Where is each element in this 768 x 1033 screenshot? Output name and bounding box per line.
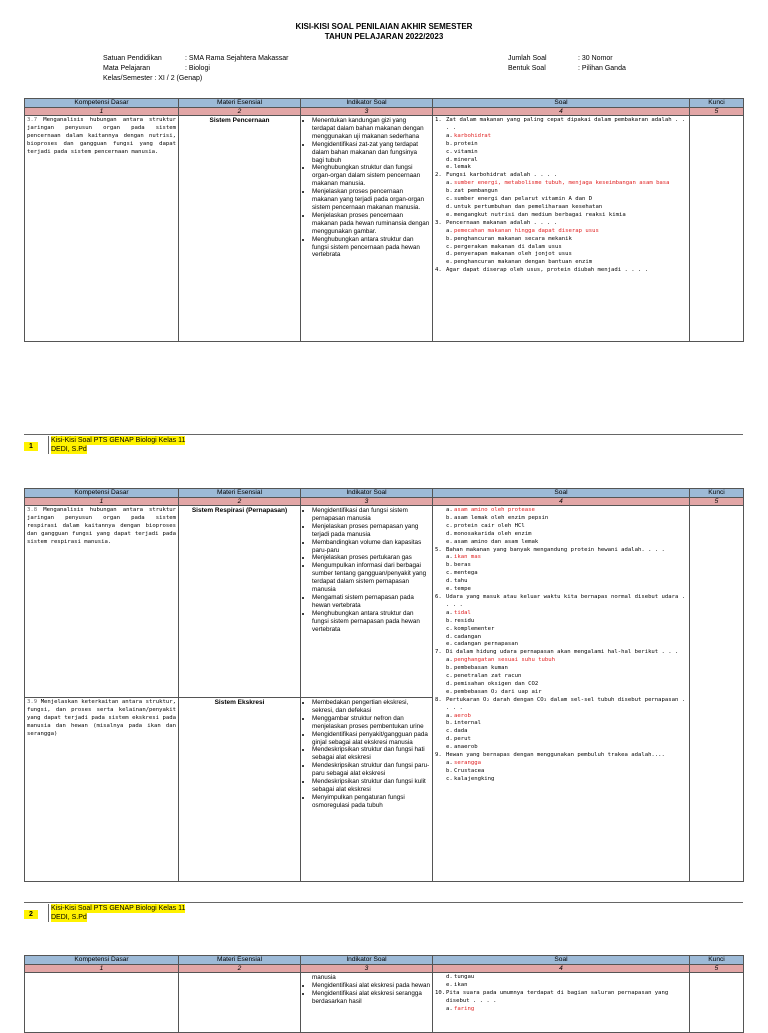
indikator-item: • Menjelaskan proses pencernaan makanan yang terjadi pada organ-organ sistem pencernaan makanan manusia. [312,188,430,212]
kd-cell [25,506,179,698]
correct-answer: faring [454,1005,475,1012]
question [435,649,687,657]
answer-option [435,228,687,236]
header-row [25,489,744,498]
option-letter: a. [446,554,453,561]
col-number: 4 [433,965,690,973]
answer-option [435,982,687,990]
option-letter: e. [446,981,453,988]
indikator-item: • Mengidentifikasi dan fungsi sistem pernapasan manusia [312,507,430,523]
option-text: mengangkut nutrisi dan medium berbagai reaksi kimia [454,211,626,218]
indikator-item: • Menjelaskan proses pencernaan makanan pada hewan ruminansia dengan menggunakan gambar. [312,212,430,236]
option-text: beras [454,562,471,569]
option-letter: c. [446,522,453,529]
indikator-cell [301,506,433,698]
correct-answer: pemecahan makanan hingga dapat diserap usus [454,227,599,234]
option-letter: e. [446,744,453,751]
option-text: penghancuran makanan secara mekanik [454,235,572,242]
question-text: Hewan yang bernapas dengan menggunakan pembuluh trakea adalah.... [446,752,665,759]
correct-answer: ikan mas [454,554,481,561]
answer-option [435,236,687,244]
answer-option [435,164,687,172]
meta-row-type: Bentuk Soal : Pilihan Ganda [508,65,626,72]
option-text: asam amino dan asam lemak [454,538,539,545]
option-text: penetralan zat racun [454,673,522,680]
question-number: 8. [435,696,442,703]
option-letter: e. [446,641,453,648]
materi-cell: Sistem Pencernaan [179,116,301,342]
option-letter: c. [446,673,453,680]
indikator-item: • Mendeskripsikan struktur dan fungsi paru-paru sebagai alat ekskresi [312,762,430,778]
option-letter: d. [446,156,453,163]
header-row [25,99,744,108]
page-footer-1 [24,436,185,454]
question-text: Zat dalam makanan yang paling cepat dipakai dalam pembakaran adalah . . . . [446,117,686,131]
meta-left [103,54,289,84]
option-text: ikan [454,981,468,988]
indikator-item: • Mengidentifikasi alat ekskresi pada hewan [312,982,430,990]
question-number: 4. [435,267,442,274]
option-letter: a. [446,227,453,234]
col-header: Soal [433,489,690,498]
option-text: protein [454,140,478,147]
indikator-item: • Mengidentifikasi zat-zat yang terdapat dalam bahan makanan dan fungsinya bagi tubuh [312,141,430,165]
question-number: 2. [435,172,442,179]
document-subtitle: TAHUN PELAJARAN 2022/2023 [324,32,444,41]
question [435,117,687,133]
indikator-item: • Menghubungkan antara struktur dan fungsi sistem pernapasan pada hewan vertebrata [312,610,430,634]
answer-option [435,259,687,267]
indikator-item: • Menentukan kandungan gizi yang terdapat dalam bahan makanan dengan menggunakan uji makanan sederhana [312,117,430,141]
question [435,267,687,275]
indikator-item: • Menjelaskan proses pernapasan yang terjadi pada manusia [312,523,430,539]
col-header: Kunci [690,489,744,498]
col-number: 2 [179,965,301,973]
answer-option [435,974,687,982]
question [435,990,687,1006]
answer-option [435,641,687,649]
correct-answer: asam amino oleh protease [454,507,535,513]
indikator-item: • Mengidentifikasi alat ekskresi serangga berdasarkan hasil [312,990,430,1006]
option-text: pembebasan O₂ dari uap air [454,688,542,695]
option-letter: b. [446,665,453,672]
kd-cell [25,116,179,342]
answer-option [435,196,687,204]
option-text: asam lemak oleh enzim pepsin [454,514,549,521]
question [435,594,687,610]
option-text: tempe [454,586,471,593]
col-header: Materi Esensial [179,956,301,965]
meta-row-count: Jumlah Soal : 30 Nomor [508,55,613,62]
materi-cell: Sistem Ekskresi [179,698,301,882]
answer-option [435,720,687,728]
option-letter: c. [446,570,453,577]
option-letter: e. [446,538,453,545]
answer-option [435,728,687,736]
option-text: pergerakan makanan di dalam usus [454,243,562,250]
col-header: Kunci [690,956,744,965]
indikator-item: • Mendeskripsikan struktur dan fungsi hati sebagai alat ekskresi [312,746,430,762]
answer-option [435,157,687,165]
col-number: 5 [690,108,744,116]
option-letter: e. [446,259,453,266]
col-number: 3 [301,498,433,506]
option-text: residu [454,617,475,624]
question [435,220,687,228]
question-text: Pencernaan makanan adalah . . . . [446,219,558,226]
question-number: 1. [435,117,442,123]
soal-cell [433,116,690,342]
question-text: Pita suara pada umumnya terdapat di bagian saluran pernapasan yang disebut . . . . [446,989,669,1004]
option-text: monosakarida oleh enzim [454,530,532,537]
option-letter: d. [446,736,453,743]
question-number: 9. [435,752,442,759]
col-number: 5 [690,965,744,973]
option-text: vitamin [454,148,478,155]
footer-doc-title: Kisi-Kisi Soal PTS GENAP Biologi Kelas 11 [51,437,186,444]
correct-answer: serangga [454,760,481,766]
question-text: Pertukaran O₂ darah dengan CO₂ dalam sel-sel tubuh disebut pernapasan . . . . [446,696,686,711]
meta-row-school: Satuan Pendidikan : SMA Rama Sejahtera Makassar [103,55,289,62]
option-letter: b. [446,235,453,242]
col-number: 5 [690,498,744,506]
option-text: internal [454,720,481,727]
answer-option [435,244,687,252]
option-letter: e. [446,688,453,695]
option-text: penyerapan makanan oleh jonjot usus [454,251,572,258]
indikator-item: • Mengidentifikasi penyakit/gangguan pada ginjal sebagai alat ekskresi manusia [312,731,430,747]
answer-option [435,562,687,570]
soal-cell [433,506,690,882]
footer-text [48,436,185,454]
indikator-item: • Menghubungkan antara struktur dan fungsi sistem pencernaan pada hewan vertebrata [312,236,430,260]
col-header: Indikator Soal [301,956,433,965]
correct-answer: sumber energi, metabolisme tubuh, menjaga keseimbangan asam basa [454,180,670,187]
option-letter: d. [446,530,453,537]
meta-row-subject: Mata Pelajaran : Biologi [103,65,210,72]
grid-table-page-2 [24,488,744,882]
option-letter: a. [446,609,453,616]
indikator-item: • Menghubungkan struktur dan fungsi organ-organ dalam sistem pencernaan makanan manusia. [312,164,430,188]
correct-answer: penghangatan sesuai suhu tubuh [454,657,556,664]
indikator-item: • Membedakan pengertian ekskresi, sekresi, dan defekasi [312,699,430,715]
option-text: dada [454,728,468,735]
header-row [25,956,744,965]
option-letter: c. [446,625,453,632]
option-text: komplementer [454,625,495,632]
col-header: Kunci [690,99,744,108]
option-letter: b. [446,767,453,774]
indikator-item: • Mendeskripsikan struktur dan fungsi kulit sebagai alat ekskresi [312,778,430,794]
grid-table-page-1 [24,98,744,342]
answer-option [435,768,687,776]
question [435,547,687,555]
col-header: Kompetensi Dasar [25,489,179,498]
indikator-item: • Menjelaskan proses pertukaran gas [312,554,430,562]
option-text: untuk pertumbuhan dan pemeliharaan kesehatan [454,203,603,210]
answer-option [435,133,687,141]
option-text: protein cair oleh HCl [454,522,525,529]
option-letter: e. [446,586,453,593]
answer-option [435,586,687,594]
option-text: tungau [454,974,475,980]
col-number: 2 [179,108,301,116]
answer-option [435,149,687,157]
option-text: Crustacea [454,767,485,774]
answer-option [435,531,687,539]
col-header: Materi Esensial [179,99,301,108]
question-number: 10. [435,989,446,996]
answer-option [435,665,687,673]
table-row [25,506,744,698]
option-letter: d. [446,203,453,210]
question [435,697,687,713]
answer-option [435,610,687,618]
option-letter: c. [446,728,453,735]
option-letter: d. [446,578,453,585]
footer-author: DEDI, S.Pd [51,914,87,921]
option-letter: a. [446,760,453,766]
option-letter: c. [446,243,453,250]
option-text: mineral [454,156,478,163]
answer-option [435,515,687,523]
option-letter: a. [446,180,453,187]
kd-text: Menganalisis hubungan antara struktur jaringan penyusun organ pada sistem pencernaan dalam kaitannya dengan nutrisi, bioproses dan gangguan fungsi yang dapat terjadi pada sistem pencernaan manusia. [27,117,177,155]
question [435,172,687,180]
col-number: 3 [301,108,433,116]
col-header: Soal [433,956,690,965]
footer-doc-title: Kisi-Kisi Soal PTS GENAP Biologi Kelas 11 [51,905,186,912]
answer-option [435,523,687,531]
option-letter: e. [446,211,453,218]
answer-option [435,141,687,149]
option-letter: d. [446,633,453,640]
answer-option [435,634,687,642]
correct-answer: tidal [454,609,471,616]
option-letter: b. [446,140,453,147]
grid-table-page-3 [24,955,744,1033]
question-text: Bahan makanan yang banyak mengandung protein hewani adalah. . . . [446,546,665,553]
col-number: 1 [25,108,179,116]
col-header: Indikator Soal [301,489,433,498]
indikator-cell [301,698,433,882]
option-letter: c. [446,775,453,782]
option-letter: a. [446,1005,453,1012]
kunci-cell [690,506,744,882]
option-letter: d. [446,974,453,980]
option-letter: b. [446,562,453,569]
option-letter: b. [446,514,453,521]
option-letter: b. [446,617,453,624]
question-text: Di dalam hidung udara pernapasan akan mengalami hal-hal berikut . . . [446,649,679,656]
page-number: 1 [24,442,38,451]
answer-option [435,507,687,515]
correct-answer: karbohidrat [454,132,492,139]
page-footer-2 [24,904,185,922]
answer-option [435,713,687,721]
col-header: Kompetensi Dasar [25,956,179,965]
materi-cell: Sistem Respirasi (Pernapasan) [179,506,301,698]
option-text: tahu [454,578,468,585]
option-letter: a. [446,132,453,139]
number-row [25,965,744,973]
page-number: 2 [24,910,38,919]
option-text: cadangan [454,633,481,640]
answer-option [435,657,687,665]
option-letter: b. [446,720,453,727]
meta-row-class: Kelas/Semester : XI / 2 (Genap) [103,75,203,82]
option-letter: b. [446,188,453,195]
document-title: KISI-KISI SOAL PENILAIAN AKHIR SEMESTER [295,22,473,31]
option-letter: d. [446,680,453,687]
col-number: 2 [179,498,301,506]
indikator-item: • Membandingkan volume dan kapasitas paru-paru [312,539,430,555]
option-letter: d. [446,251,453,258]
col-number: 3 [301,965,433,973]
question-number: 3. [435,219,442,226]
kd-number: 3.7 [27,117,38,123]
table-row [25,116,744,342]
answer-option [435,212,687,220]
answer-option [435,180,687,188]
answer-option [435,776,687,784]
question-number: 6. [435,593,442,600]
indikator-item: • Menyimpulkan pengaturan fungsi osmoregulasi pada tubuh [312,794,430,810]
option-text: kalajengking [454,775,495,782]
footer-text [48,904,185,922]
option-letter: a. [446,657,453,664]
kd-number: 3.9 [27,699,38,705]
meta-right [508,54,626,74]
col-header: Soal [433,99,690,108]
answer-option [435,736,687,744]
question [435,752,687,760]
kd-text: Menjelaskan keterkaitan antara struktur, fungsi, dan proses serta kelainan/penyakit yang dapat terjadi pada sistem ekskresi pada manusia dan hewan (misalnya pada ikan dan serangga) [27,699,176,737]
answer-option [435,681,687,689]
answer-option [435,188,687,196]
question-text: Udara yang masuk atau keluar waktu kita bernapas normal disebut udara . . . . [446,593,686,608]
indikator-item: • Mengumpulkan informasi dari berbagai sumber tentang gangguan/penyakit yang terdapat dalam sistem pernapasan manusia [312,562,430,594]
option-text: perut [454,736,471,743]
indikator-item: • Mengamati sistem pernapasan pada hewan vertebrata [312,594,430,610]
kd-cell [25,698,179,882]
indikator-cell [301,116,433,342]
kd-number: 3.8 [27,507,38,513]
question-text: Fungsi karbohidrat adalah . . . . [446,172,558,179]
indikator-item: • Menggambar struktur nefron dan menjelaskan proses pembentukan urine [312,715,430,731]
answer-option [435,744,687,752]
option-text: anaerob [454,744,478,751]
option-text: sumber energi dan pelarut vitamin A dan D [454,196,593,203]
col-number: 4 [433,498,690,506]
question-number: 5. [435,546,442,553]
footer-author: DEDI, S.Pd [51,446,87,453]
answer-option [435,251,687,259]
number-row [25,108,744,116]
col-header: Indikator Soal [301,99,433,108]
option-text: zat pembangun [454,188,498,195]
correct-answer: aerob [454,712,471,719]
option-letter: c. [446,148,453,155]
footer-divider [24,434,743,435]
answer-option [435,1006,687,1014]
kd-text: Menganalisis hubungan antara struktur jaringan penyusun organ pada sistem respirasi dalam kaitannya dengan bioproses dan gangguan fungsi yang dapat terjadi pada sistem respirasi manusia. [27,507,177,545]
option-text: penghancuran makanan dengan bantuan enzim [454,259,593,266]
question-number: 7. [435,649,442,656]
col-header: Kompetensi Dasar [25,99,179,108]
option-letter: a. [446,507,453,513]
option-text: cadangan pernapasan [454,641,518,648]
answer-option [435,626,687,634]
answer-option [435,618,687,626]
col-header: Materi Esensial [179,489,301,498]
question-text: Agar dapat diserap oleh usus, protein diubah menjadi . . . . [446,267,649,274]
option-text: pemisahan oksigen dan CO2 [454,680,539,687]
col-number: 4 [433,108,690,116]
footer-divider [24,902,743,903]
option-letter: c. [446,196,453,203]
kunci-cell [690,116,744,342]
number-row [25,498,744,506]
option-letter: a. [446,712,453,719]
answer-option [435,760,687,768]
option-text: mentega [454,570,478,577]
answer-option [435,204,687,212]
answer-option [435,673,687,681]
col-number: 1 [25,965,179,973]
answer-option [435,570,687,578]
indikator-continued: manusia [312,974,336,981]
answer-option [435,539,687,547]
answer-option [435,578,687,586]
option-text: pembebasan kuman [454,665,508,672]
option-text: lemak [454,164,471,171]
col-number: 1 [25,498,179,506]
answer-option [435,689,687,697]
answer-option [435,554,687,562]
option-letter: e. [446,164,453,171]
